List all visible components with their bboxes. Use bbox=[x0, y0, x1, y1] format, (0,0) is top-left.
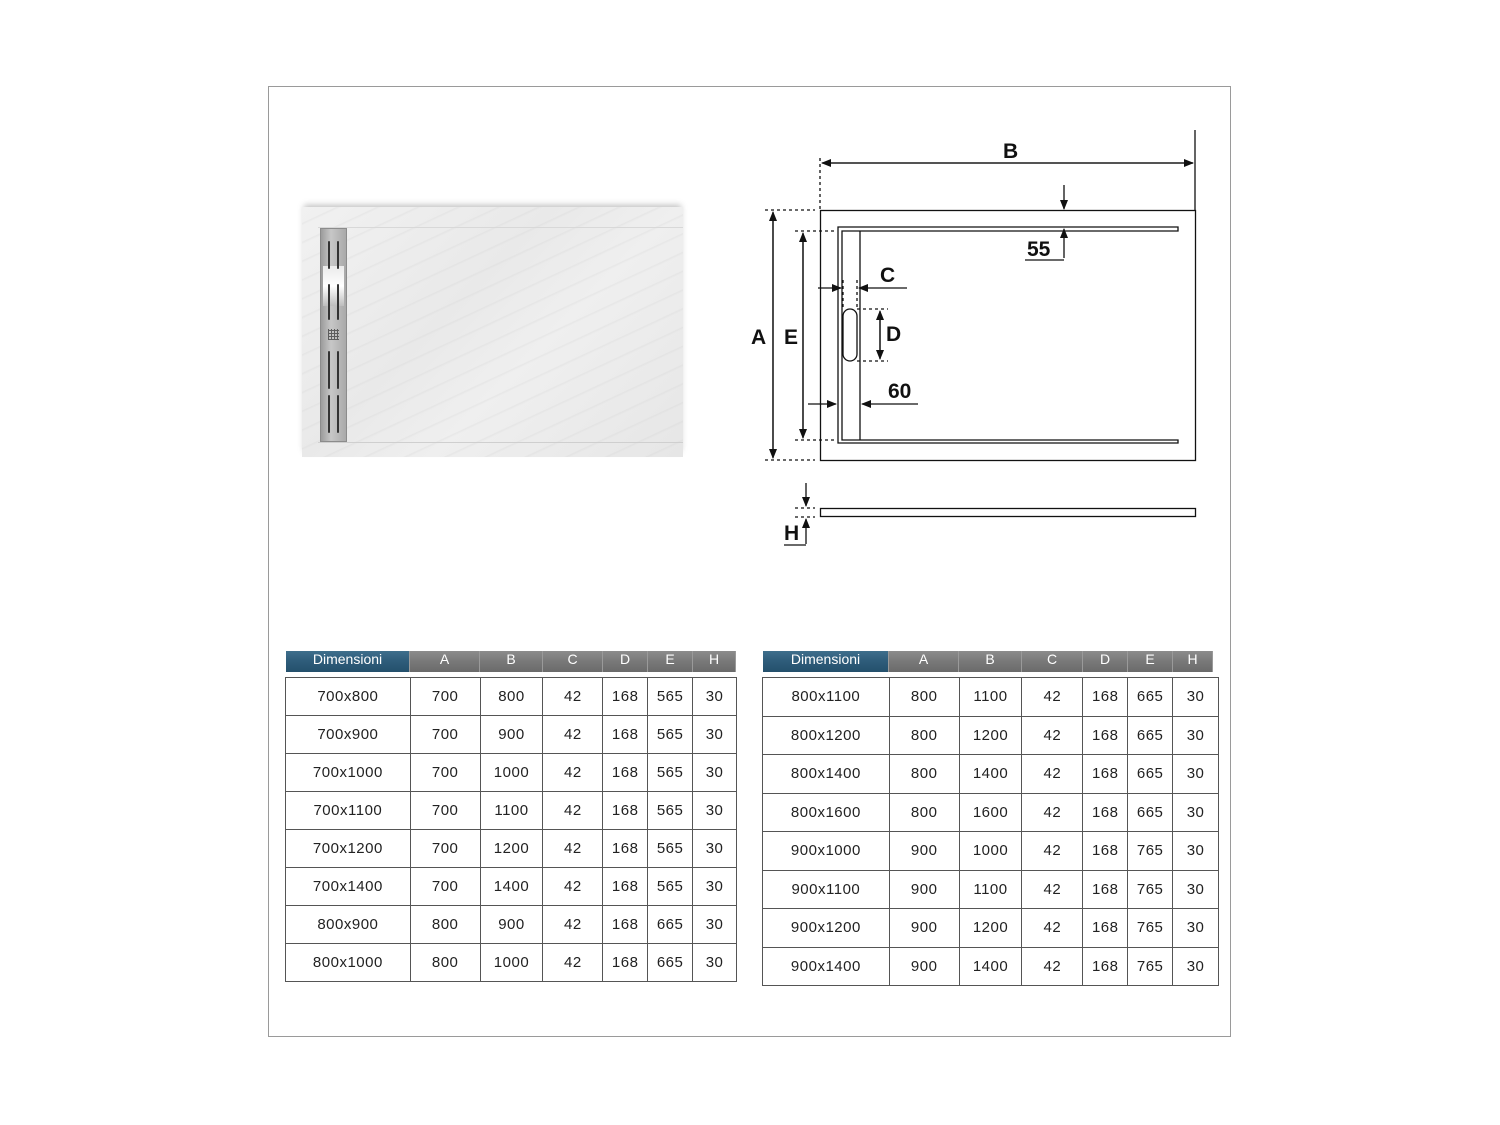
cell-b: 1000 bbox=[959, 832, 1022, 871]
col-d: D bbox=[603, 651, 648, 672]
col-h: H bbox=[693, 651, 736, 672]
cell-d: 168 bbox=[603, 868, 648, 906]
table-right bbox=[762, 677, 1219, 986]
cell-dimensioni: 700x1000 bbox=[286, 754, 411, 792]
table-right-header bbox=[763, 651, 1213, 672]
col-c: C bbox=[1022, 651, 1083, 672]
cell-c: 42 bbox=[543, 906, 603, 944]
table-row bbox=[763, 793, 1219, 832]
cell-e: 665 bbox=[1128, 755, 1173, 794]
cell-dimensioni: 900x1100 bbox=[763, 870, 890, 909]
cell-b: 900 bbox=[480, 716, 543, 754]
cell-dimensioni: 800x1200 bbox=[763, 716, 890, 755]
cell-b: 1000 bbox=[480, 754, 543, 792]
cell-dimensioni: 900x1000 bbox=[763, 832, 890, 871]
cell-a: 700 bbox=[410, 754, 480, 792]
cell-b: 1200 bbox=[959, 909, 1022, 948]
cell-dimensioni: 900x1400 bbox=[763, 947, 890, 986]
cell-c: 42 bbox=[543, 830, 603, 868]
cell-e: 565 bbox=[648, 754, 693, 792]
cell-h: 30 bbox=[1173, 832, 1219, 871]
cell-h: 30 bbox=[693, 754, 737, 792]
cell-d: 168 bbox=[1083, 793, 1128, 832]
cell-e: 665 bbox=[1128, 678, 1173, 717]
cell-c: 42 bbox=[543, 678, 603, 716]
cell-e: 665 bbox=[648, 906, 693, 944]
cell-h: 30 bbox=[693, 678, 737, 716]
col-a: A bbox=[889, 651, 959, 672]
cell-d: 168 bbox=[1083, 716, 1128, 755]
table-row bbox=[286, 906, 737, 944]
col-e: E bbox=[1128, 651, 1173, 672]
col-b: B bbox=[480, 651, 543, 672]
cell-h: 30 bbox=[1173, 909, 1219, 948]
cell-h: 30 bbox=[1173, 793, 1219, 832]
cell-d: 168 bbox=[603, 678, 648, 716]
table-row bbox=[286, 678, 737, 716]
cell-dimensioni: 800x1100 bbox=[763, 678, 890, 717]
label-h: H bbox=[784, 522, 800, 545]
cell-a: 800 bbox=[889, 793, 959, 832]
cell-dimensioni: 900x1200 bbox=[763, 909, 890, 948]
cell-b: 1600 bbox=[959, 793, 1022, 832]
cell-e: 665 bbox=[1128, 716, 1173, 755]
cell-e: 565 bbox=[648, 830, 693, 868]
cell-c: 42 bbox=[543, 792, 603, 830]
cell-c: 42 bbox=[1022, 947, 1083, 986]
table-row bbox=[286, 754, 737, 792]
cell-e: 565 bbox=[648, 868, 693, 906]
table-row bbox=[763, 947, 1219, 986]
cell-e: 565 bbox=[648, 792, 693, 830]
cell-a: 700 bbox=[410, 868, 480, 906]
table-row bbox=[286, 868, 737, 906]
label-b: B bbox=[1003, 140, 1019, 163]
cell-d: 168 bbox=[603, 944, 648, 982]
col-dimensioni: Dimensioni bbox=[763, 651, 889, 672]
cell-c: 42 bbox=[543, 754, 603, 792]
cell-d: 168 bbox=[1083, 678, 1128, 717]
cell-h: 30 bbox=[1173, 678, 1219, 717]
cell-d: 168 bbox=[1083, 832, 1128, 871]
cell-dimensioni: 800x1400 bbox=[763, 755, 890, 794]
cell-d: 168 bbox=[1083, 947, 1128, 986]
table-row bbox=[763, 832, 1219, 871]
cell-b: 800 bbox=[480, 678, 543, 716]
cell-dimensioni: 700x1100 bbox=[286, 792, 411, 830]
cell-c: 42 bbox=[1022, 716, 1083, 755]
cell-d: 168 bbox=[603, 754, 648, 792]
cell-dimensioni: 800x900 bbox=[286, 906, 411, 944]
cell-c: 42 bbox=[1022, 870, 1083, 909]
col-d: D bbox=[1083, 651, 1128, 672]
table-left-header bbox=[286, 651, 736, 672]
label-c: C bbox=[880, 264, 896, 287]
cell-a: 800 bbox=[410, 944, 480, 982]
cell-h: 30 bbox=[1173, 947, 1219, 986]
cell-a: 800 bbox=[410, 906, 480, 944]
cell-e: 765 bbox=[1128, 909, 1173, 948]
cell-h: 30 bbox=[693, 716, 737, 754]
cell-h: 30 bbox=[1173, 716, 1219, 755]
label-e: E bbox=[784, 326, 799, 349]
table-row bbox=[286, 792, 737, 830]
cell-a: 800 bbox=[889, 716, 959, 755]
label-60: 60 bbox=[888, 380, 912, 403]
cell-c: 42 bbox=[1022, 832, 1083, 871]
col-dimensioni: Dimensioni bbox=[286, 651, 410, 672]
cell-e: 565 bbox=[648, 678, 693, 716]
cell-e: 765 bbox=[1128, 832, 1173, 871]
cell-h: 30 bbox=[693, 944, 737, 982]
cell-a: 900 bbox=[889, 870, 959, 909]
table-row bbox=[763, 870, 1219, 909]
cell-dimensioni: 700x900 bbox=[286, 716, 411, 754]
cell-b: 1400 bbox=[480, 868, 543, 906]
cell-c: 42 bbox=[543, 716, 603, 754]
cell-d: 168 bbox=[603, 906, 648, 944]
cell-b: 1000 bbox=[480, 944, 543, 982]
cell-b: 1200 bbox=[959, 716, 1022, 755]
cell-d: 168 bbox=[1083, 909, 1128, 948]
cell-a: 800 bbox=[889, 678, 959, 717]
col-h: H bbox=[1173, 651, 1213, 672]
cell-e: 665 bbox=[648, 944, 693, 982]
table-row bbox=[763, 909, 1219, 948]
cell-a: 700 bbox=[410, 792, 480, 830]
cell-a: 900 bbox=[889, 947, 959, 986]
cell-dimensioni: 800x1600 bbox=[763, 793, 890, 832]
col-e: E bbox=[648, 651, 693, 672]
cell-a: 800 bbox=[889, 755, 959, 794]
cell-b: 1100 bbox=[959, 678, 1022, 717]
cell-dimensioni: 700x1200 bbox=[286, 830, 411, 868]
cell-h: 30 bbox=[693, 792, 737, 830]
cell-a: 900 bbox=[889, 832, 959, 871]
label-d: D bbox=[886, 323, 902, 346]
table-row bbox=[286, 944, 737, 982]
cell-c: 42 bbox=[1022, 909, 1083, 948]
cell-dimensioni: 700x800 bbox=[286, 678, 411, 716]
cell-h: 30 bbox=[693, 906, 737, 944]
cell-b: 1200 bbox=[480, 830, 543, 868]
cell-d: 168 bbox=[1083, 755, 1128, 794]
cell-a: 700 bbox=[410, 678, 480, 716]
table-row bbox=[286, 716, 737, 754]
cell-d: 168 bbox=[603, 792, 648, 830]
cell-d: 168 bbox=[1083, 870, 1128, 909]
table-left bbox=[285, 677, 737, 982]
cell-d: 168 bbox=[603, 716, 648, 754]
cell-b: 900 bbox=[480, 906, 543, 944]
cell-c: 42 bbox=[1022, 755, 1083, 794]
cell-h: 30 bbox=[693, 830, 737, 868]
cell-b: 1400 bbox=[959, 947, 1022, 986]
cell-e: 765 bbox=[1128, 947, 1173, 986]
col-c: C bbox=[543, 651, 603, 672]
cell-e: 565 bbox=[648, 716, 693, 754]
table-row bbox=[763, 755, 1219, 794]
cell-c: 42 bbox=[543, 868, 603, 906]
cell-c: 42 bbox=[1022, 678, 1083, 717]
col-b: B bbox=[959, 651, 1022, 672]
cell-dimensioni: 700x1400 bbox=[286, 868, 411, 906]
table-row bbox=[286, 830, 737, 868]
table-row bbox=[763, 716, 1219, 755]
col-a: A bbox=[410, 651, 480, 672]
cell-dimensioni: 800x1000 bbox=[286, 944, 411, 982]
cell-c: 42 bbox=[1022, 793, 1083, 832]
cell-d: 168 bbox=[603, 830, 648, 868]
cell-h: 30 bbox=[1173, 755, 1219, 794]
cell-a: 700 bbox=[410, 716, 480, 754]
table-row bbox=[763, 678, 1219, 717]
cell-a: 900 bbox=[889, 909, 959, 948]
cell-b: 1400 bbox=[959, 755, 1022, 794]
cell-h: 30 bbox=[1173, 870, 1219, 909]
cell-h: 30 bbox=[693, 868, 737, 906]
cell-c: 42 bbox=[543, 944, 603, 982]
cell-e: 765 bbox=[1128, 870, 1173, 909]
cell-b: 1100 bbox=[480, 792, 543, 830]
label-a: A bbox=[751, 326, 767, 349]
cell-a: 700 bbox=[410, 830, 480, 868]
label-55: 55 bbox=[1027, 238, 1051, 261]
cell-e: 665 bbox=[1128, 793, 1173, 832]
cell-b: 1100 bbox=[959, 870, 1022, 909]
